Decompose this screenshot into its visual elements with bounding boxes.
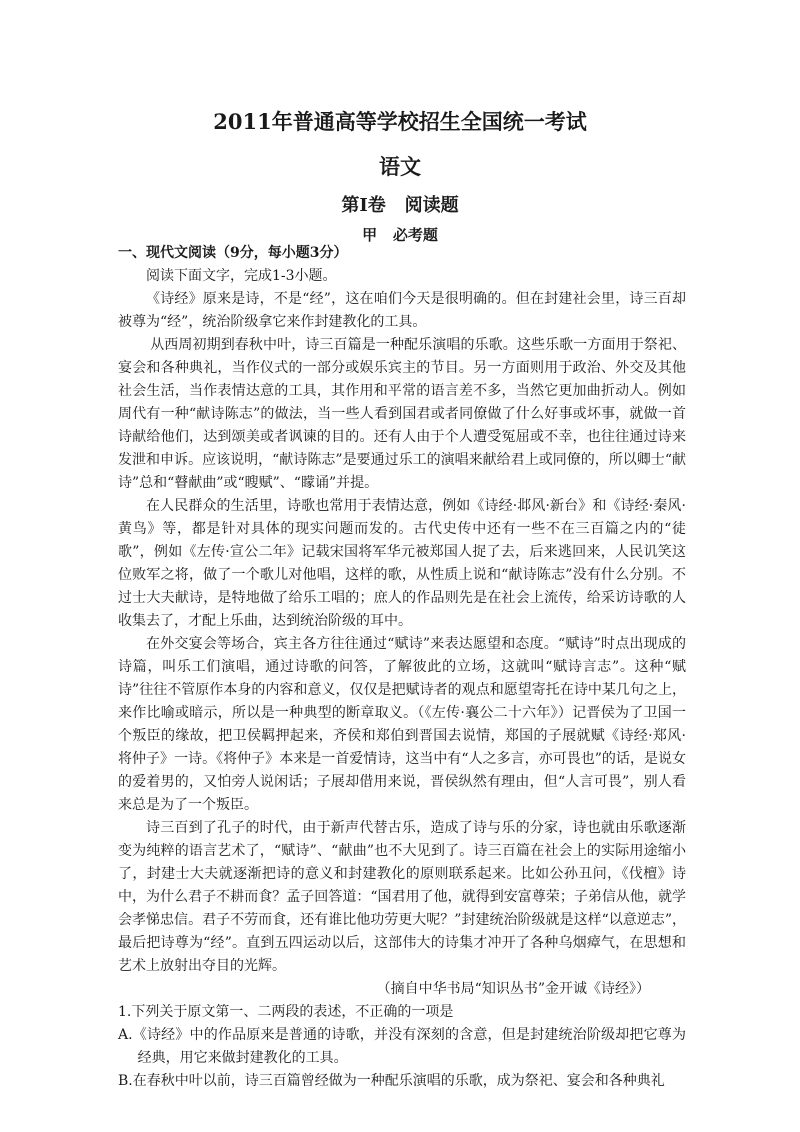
subject-title: 语文 bbox=[379, 154, 421, 179]
passage-paragraph: 在外交宴会等场合，宾主各方往往通过“赋诗”来表达愿望和态度。“赋诗”时点出现成的诗篇，叫乐工们演唱，通过诗歌的问答，了解彼此的立场，这就叫“赋诗言志”。这种“赋诗”往往不管原作本身的内容和意义，仅仅是把赋诗者的观点和愿望寄托在诗中某几句之上，来作比喻或暗示，所以是一种典型的断章取义。（《左传·襄公二十六年》）记晋侯为了卫国一个叛臣的缘故，把卫侯羁押起来，齐侯和郑伯到晋国去说情，郑国的子展就赋《诗经·郑风·将仲子》一诗。《将仲子》本来是一首爱情诗，这当中有“人之多言，亦可畏也”的话，是说女的爱着男的，又怕旁人说闲话；子展却借用来说，晋侯纵然有理由，但“人言可畏”，别人看来总是为了一个叛臣。 bbox=[118, 636, 686, 813]
volume-title: 第Ⅰ卷 阅读题 bbox=[341, 195, 459, 216]
passage-paragraph: 从西周初期到春秋中叶，诗三百篇是一种配乐演唱的乐歌。这些乐歌一方面用于祭祀、宴会和各种典礼，当作仪式的一部分或娱乐宾主的节目。另一方面则用于政治、外交及其他社会生活，当作表情达意的工具，其作用和平常的语言差不多，当然它更加曲折动人。例如周代有一种“献诗陈志”的做法，当一些人看到国君或者同僚做了什么好事或坏事，就做一首诗献给他们，达到颂美或者讽谏的目的。还有人由于个人遭受冤屈或不幸，也往往通过诗来发泄和申诉。应该说明，“献诗陈志”是要通过乐工的演唱来献给君上或同僚的，所以卿士“献诗”总和“瞽献曲”或“瞍赋”、“矇诵”并提。 bbox=[118, 337, 686, 491]
passage-source: （摘自中华书局“知识丛书”金开诚《诗经》） bbox=[376, 981, 650, 997]
answer-option-a: A.《诗经》中的作品原来是普通的诗歌，并没有深刻的含意，但是封建统治阶级却把它尊为经典，用它来做封建教化的工具。 bbox=[118, 1027, 686, 1066]
question-stem: 1.下列关于原文第一、二两段的表述，不正确的一项是 bbox=[118, 1004, 454, 1020]
answer-option-b: B.在春秋中叶以前，诗三百篇曾经做为一种配乐演唱的乐歌，成为祭祀、宴会和各种典礼 bbox=[118, 1073, 665, 1089]
passage-paragraph: 诗三百到了孔子的时代，由于新声代替古乐，造成了诗与乐的分家，诗也就由乐歌逐渐变为纯粹的语言艺术了，“赋诗”、“献曲”也不大见到了。诗三百篇在社会上的实际用途缩小了，封建士大夫就逐渐把诗的意义和封建教化的原则联系起来。比如公孙丑问，《伐檀》诗中，为什么君子不耕而食？孟子回答道：“国君用了他，就得到安富尊荣；子弟信从他，就学会孝悌忠信。君子不劳而食，还有谁比他功劳更大呢？”封建统治阶级就是这样“以意逆志”，最后把诗尊为“经”。直到五四运动以后，这部伟大的诗集才冲开了各种乌烟瘴气，在思想和艺术上放射出夺目的光辉。 bbox=[118, 820, 686, 974]
passage-paragraph: 《诗经》原来是诗，不是“经”，这在咱们今天是很明确的。但在封建社会里，诗三百却被尊为“经”，统治阶级拿它来作封建教化的工具。 bbox=[118, 291, 686, 330]
part-heading: 一、现代文阅读（9分，每小题3分） bbox=[118, 245, 348, 261]
section-title: 甲 必考题 bbox=[362, 226, 438, 244]
exam-title: 2011年普通高等学校招生全国统一考试 bbox=[213, 109, 587, 134]
reading-section bbox=[118, 242, 686, 1093]
passage-paragraph: 在人民群众的生活里，诗歌也常用于表情达意，例如《诗经·邶风·新台》和《诗经·秦风·黄鸟》等，都是针对具体的现实问题而发的。古代史传中还有一些不在三百篇之内的“徒歌”，例如《左传·宣公二年》记载宋国将军华元被郑国人捉了去，后来逃回来，人民讥笑这位败军之将，做了一个歌儿对他唱，这样的歌，从性质上说和“献诗陈志”没有什么分别。不过士大夫献诗，是特地做了给乐工唱的；庶人的作品则先是在社会上流传，给采访诗歌的人收集去了，才配上乐曲，达到统治阶级的耳中。 bbox=[118, 498, 686, 629]
instruction: 阅读下面文字，完成1-3小题。 bbox=[146, 268, 337, 284]
